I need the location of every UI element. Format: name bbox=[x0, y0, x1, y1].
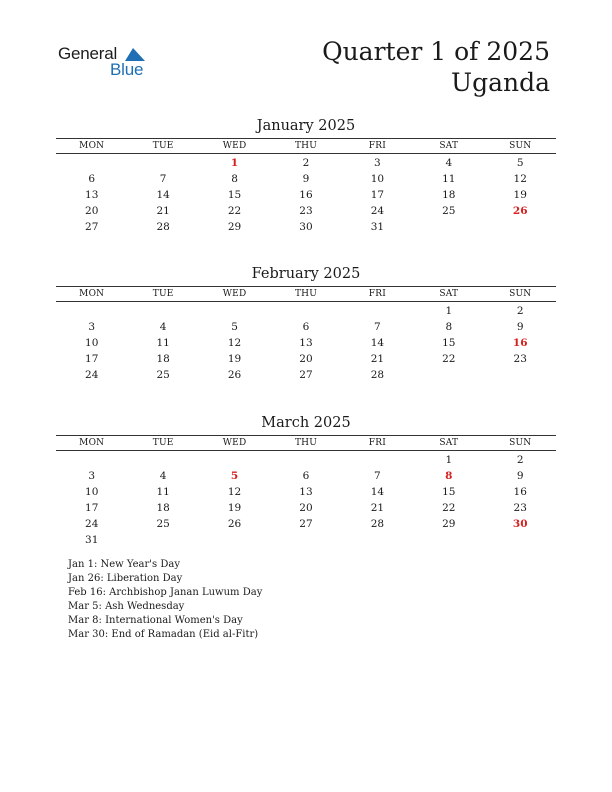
weekday-label: WED bbox=[222, 438, 247, 448]
day-cell: 27 bbox=[299, 369, 313, 381]
day-cell: 10 bbox=[85, 337, 99, 349]
week-row bbox=[56, 367, 556, 383]
day-cell: 5 bbox=[231, 321, 238, 333]
day-cell: 28 bbox=[370, 369, 385, 381]
weekday-header-row bbox=[56, 435, 556, 451]
empty-day-cell bbox=[199, 303, 270, 319]
day-cell: 15 bbox=[442, 486, 456, 498]
month-title: March 2025 bbox=[261, 415, 351, 431]
empty-day-cell bbox=[342, 303, 413, 319]
day-cell: 19 bbox=[227, 353, 242, 365]
day-cell: 6 bbox=[302, 321, 310, 333]
day-cell: 5 bbox=[516, 157, 524, 169]
day-cell: 14 bbox=[370, 486, 385, 498]
day-cell: 13 bbox=[299, 337, 313, 349]
day-cell: 30 bbox=[299, 221, 313, 233]
day-cell: 26 bbox=[227, 518, 242, 530]
weekday-label: SUN bbox=[509, 289, 532, 299]
day-cell: 13 bbox=[85, 189, 99, 201]
holiday-day-cell: 8 bbox=[445, 470, 453, 482]
empty-day-cell bbox=[56, 452, 127, 468]
week-row bbox=[56, 219, 556, 235]
day-cell: 23 bbox=[299, 205, 313, 217]
day-cell: 19 bbox=[227, 502, 242, 514]
week-row bbox=[56, 203, 556, 219]
day-cell: 17 bbox=[85, 353, 99, 365]
weekday-label: THU bbox=[294, 289, 317, 299]
day-cell: 25 bbox=[442, 205, 456, 217]
weekday-label: SUN bbox=[509, 141, 532, 151]
empty-day-cell bbox=[127, 452, 198, 468]
country-title: Uganda bbox=[451, 68, 550, 97]
day-cell: 4 bbox=[159, 321, 167, 333]
holiday-day-cell: 16 bbox=[512, 337, 528, 349]
day-cell: 28 bbox=[156, 221, 170, 233]
day-cell: 16 bbox=[299, 189, 313, 201]
day-cell: 22 bbox=[227, 205, 242, 217]
day-cell: 3 bbox=[88, 470, 96, 482]
day-cell: 15 bbox=[442, 337, 456, 349]
weekday-label: TUE bbox=[152, 289, 174, 299]
page-title bbox=[322, 36, 550, 98]
weekday-label: WED bbox=[222, 289, 247, 299]
day-cell: 3 bbox=[88, 321, 96, 333]
day-cell: 2 bbox=[516, 305, 524, 317]
day-cell: 31 bbox=[85, 534, 99, 546]
day-cell: 7 bbox=[159, 173, 167, 185]
empty-day-cell bbox=[127, 303, 198, 319]
day-cell: 6 bbox=[302, 470, 310, 482]
empty-day-cell bbox=[270, 532, 341, 548]
weekday-header-row bbox=[56, 286, 556, 302]
week-row bbox=[56, 484, 556, 500]
weekday-label: TUE bbox=[152, 141, 174, 151]
weekday-header-row bbox=[56, 138, 556, 154]
day-cell: 11 bbox=[442, 173, 456, 185]
week-row bbox=[56, 335, 556, 351]
holiday-item: Mar 30: End of Ramadan (Eid al-Fitr) bbox=[68, 629, 259, 640]
empty-day-cell bbox=[127, 532, 198, 548]
day-cell: 12 bbox=[227, 337, 242, 349]
day-cell: 29 bbox=[442, 518, 456, 530]
holiday-day-cell: 30 bbox=[512, 518, 528, 530]
day-cell: 26 bbox=[227, 369, 242, 381]
empty-day-cell bbox=[270, 452, 341, 468]
month-february bbox=[56, 264, 556, 383]
day-cell: 1 bbox=[445, 305, 453, 317]
day-cell: 12 bbox=[227, 486, 242, 498]
week-row bbox=[56, 303, 556, 319]
holiday-item: Feb 16: Archbishop Janan Luwum Day bbox=[68, 587, 263, 598]
weekday-label: THU bbox=[294, 141, 317, 151]
weekday-label: MON bbox=[79, 438, 105, 448]
day-cell: 10 bbox=[85, 486, 99, 498]
day-cell: 24 bbox=[85, 369, 99, 381]
weekday-label: SUN bbox=[509, 438, 532, 448]
weekday-label: THU bbox=[294, 438, 317, 448]
day-cell: 11 bbox=[156, 486, 170, 498]
month-january bbox=[56, 116, 556, 235]
day-cell: 3 bbox=[374, 157, 381, 169]
day-cell: 27 bbox=[85, 221, 99, 233]
empty-day-cell bbox=[199, 532, 270, 548]
day-cell: 22 bbox=[442, 502, 456, 514]
holiday-day-cell: 1 bbox=[230, 157, 239, 169]
day-cell: 16 bbox=[513, 486, 527, 498]
weekday-label: MON bbox=[79, 289, 105, 299]
day-cell: 11 bbox=[156, 337, 170, 349]
holiday-item: Jan 26: Liberation Day bbox=[68, 573, 183, 584]
quarter-title: Quarter 1 of 2025 bbox=[322, 37, 550, 66]
day-cell: 20 bbox=[299, 353, 313, 365]
day-cell: 14 bbox=[156, 189, 170, 201]
day-cell: 9 bbox=[302, 173, 310, 185]
day-cell: 24 bbox=[370, 205, 385, 217]
weekday-label: SAT bbox=[439, 289, 459, 299]
holiday-item: Mar 5: Ash Wednesday bbox=[68, 601, 185, 612]
week-row bbox=[56, 532, 556, 548]
week-row bbox=[56, 516, 556, 532]
day-cell: 31 bbox=[370, 221, 385, 233]
weekday-label: SAT bbox=[439, 141, 459, 151]
day-cell: 2 bbox=[516, 454, 524, 466]
day-cell: 7 bbox=[374, 321, 381, 333]
holiday-list bbox=[68, 558, 262, 642]
day-cell: 10 bbox=[370, 173, 385, 185]
day-cell: 23 bbox=[513, 353, 527, 365]
holiday-item: Mar 8: International Women's Day bbox=[68, 615, 243, 626]
empty-day-cell bbox=[485, 532, 556, 548]
day-cell: 27 bbox=[299, 518, 313, 530]
empty-day-cell bbox=[199, 452, 270, 468]
day-cell: 20 bbox=[299, 502, 313, 514]
logo-text-blue: Blue bbox=[110, 60, 144, 79]
day-cell: 4 bbox=[445, 157, 453, 169]
empty-day-cell bbox=[127, 155, 198, 171]
day-cell: 14 bbox=[370, 337, 385, 349]
day-cell: 6 bbox=[88, 173, 96, 185]
day-cell: 8 bbox=[445, 321, 453, 333]
empty-day-cell bbox=[342, 452, 413, 468]
day-cell: 18 bbox=[156, 353, 170, 365]
empty-day-cell bbox=[56, 303, 127, 319]
day-cell: 18 bbox=[442, 189, 456, 201]
holiday-item: Jan 1: New Year's Day bbox=[68, 559, 180, 570]
day-cell: 21 bbox=[156, 205, 170, 217]
generalblue-logo bbox=[58, 44, 158, 84]
day-cell: 25 bbox=[156, 518, 170, 530]
day-cell: 17 bbox=[370, 189, 385, 201]
weekday-label: FRI bbox=[368, 438, 386, 448]
week-row bbox=[56, 351, 556, 367]
holiday-day-cell: 26 bbox=[512, 205, 528, 217]
weekday-label: SAT bbox=[439, 438, 459, 448]
empty-day-cell bbox=[56, 155, 127, 171]
month-title: February 2025 bbox=[251, 266, 361, 282]
day-cell: 20 bbox=[85, 205, 99, 217]
empty-day-cell bbox=[485, 219, 556, 235]
day-cell: 15 bbox=[227, 189, 242, 201]
day-cell: 22 bbox=[442, 353, 456, 365]
holiday-day-cell: 5 bbox=[230, 470, 239, 482]
day-cell: 2 bbox=[302, 157, 310, 169]
day-cell: 29 bbox=[227, 221, 242, 233]
day-cell: 19 bbox=[513, 189, 527, 201]
day-cell: 9 bbox=[516, 470, 524, 482]
weekday-label: TUE bbox=[152, 438, 174, 448]
day-cell: 21 bbox=[370, 353, 385, 365]
empty-day-cell bbox=[342, 532, 413, 548]
empty-day-cell bbox=[485, 367, 556, 383]
day-cell: 18 bbox=[156, 502, 170, 514]
month-title: January 2025 bbox=[256, 118, 356, 134]
day-cell: 21 bbox=[370, 502, 385, 514]
weekday-label: MON bbox=[79, 141, 105, 151]
empty-day-cell bbox=[413, 532, 484, 548]
empty-day-cell bbox=[413, 367, 484, 383]
logo-text-general: General bbox=[58, 44, 118, 63]
day-cell: 13 bbox=[299, 486, 313, 498]
day-cell: 25 bbox=[156, 369, 170, 381]
day-cell: 28 bbox=[370, 518, 385, 530]
day-cell: 24 bbox=[85, 518, 99, 530]
month-march bbox=[56, 413, 556, 548]
weekday-label: FRI bbox=[368, 289, 386, 299]
empty-day-cell bbox=[270, 303, 341, 319]
day-cell: 12 bbox=[513, 173, 527, 185]
weekday-label: WED bbox=[222, 141, 247, 151]
day-cell: 17 bbox=[85, 502, 99, 514]
weekday-label: FRI bbox=[368, 141, 386, 151]
empty-day-cell bbox=[413, 219, 484, 235]
day-cell: 1 bbox=[445, 454, 453, 466]
week-row bbox=[56, 500, 556, 516]
day-cell: 23 bbox=[513, 502, 527, 514]
week-row bbox=[56, 468, 556, 484]
week-row bbox=[56, 171, 556, 187]
day-cell: 7 bbox=[374, 470, 381, 482]
week-row bbox=[56, 452, 556, 468]
day-cell: 4 bbox=[159, 470, 167, 482]
week-row bbox=[56, 155, 556, 171]
week-row bbox=[56, 319, 556, 335]
day-cell: 8 bbox=[231, 173, 238, 185]
day-cell: 9 bbox=[516, 321, 524, 333]
week-row bbox=[56, 187, 556, 203]
